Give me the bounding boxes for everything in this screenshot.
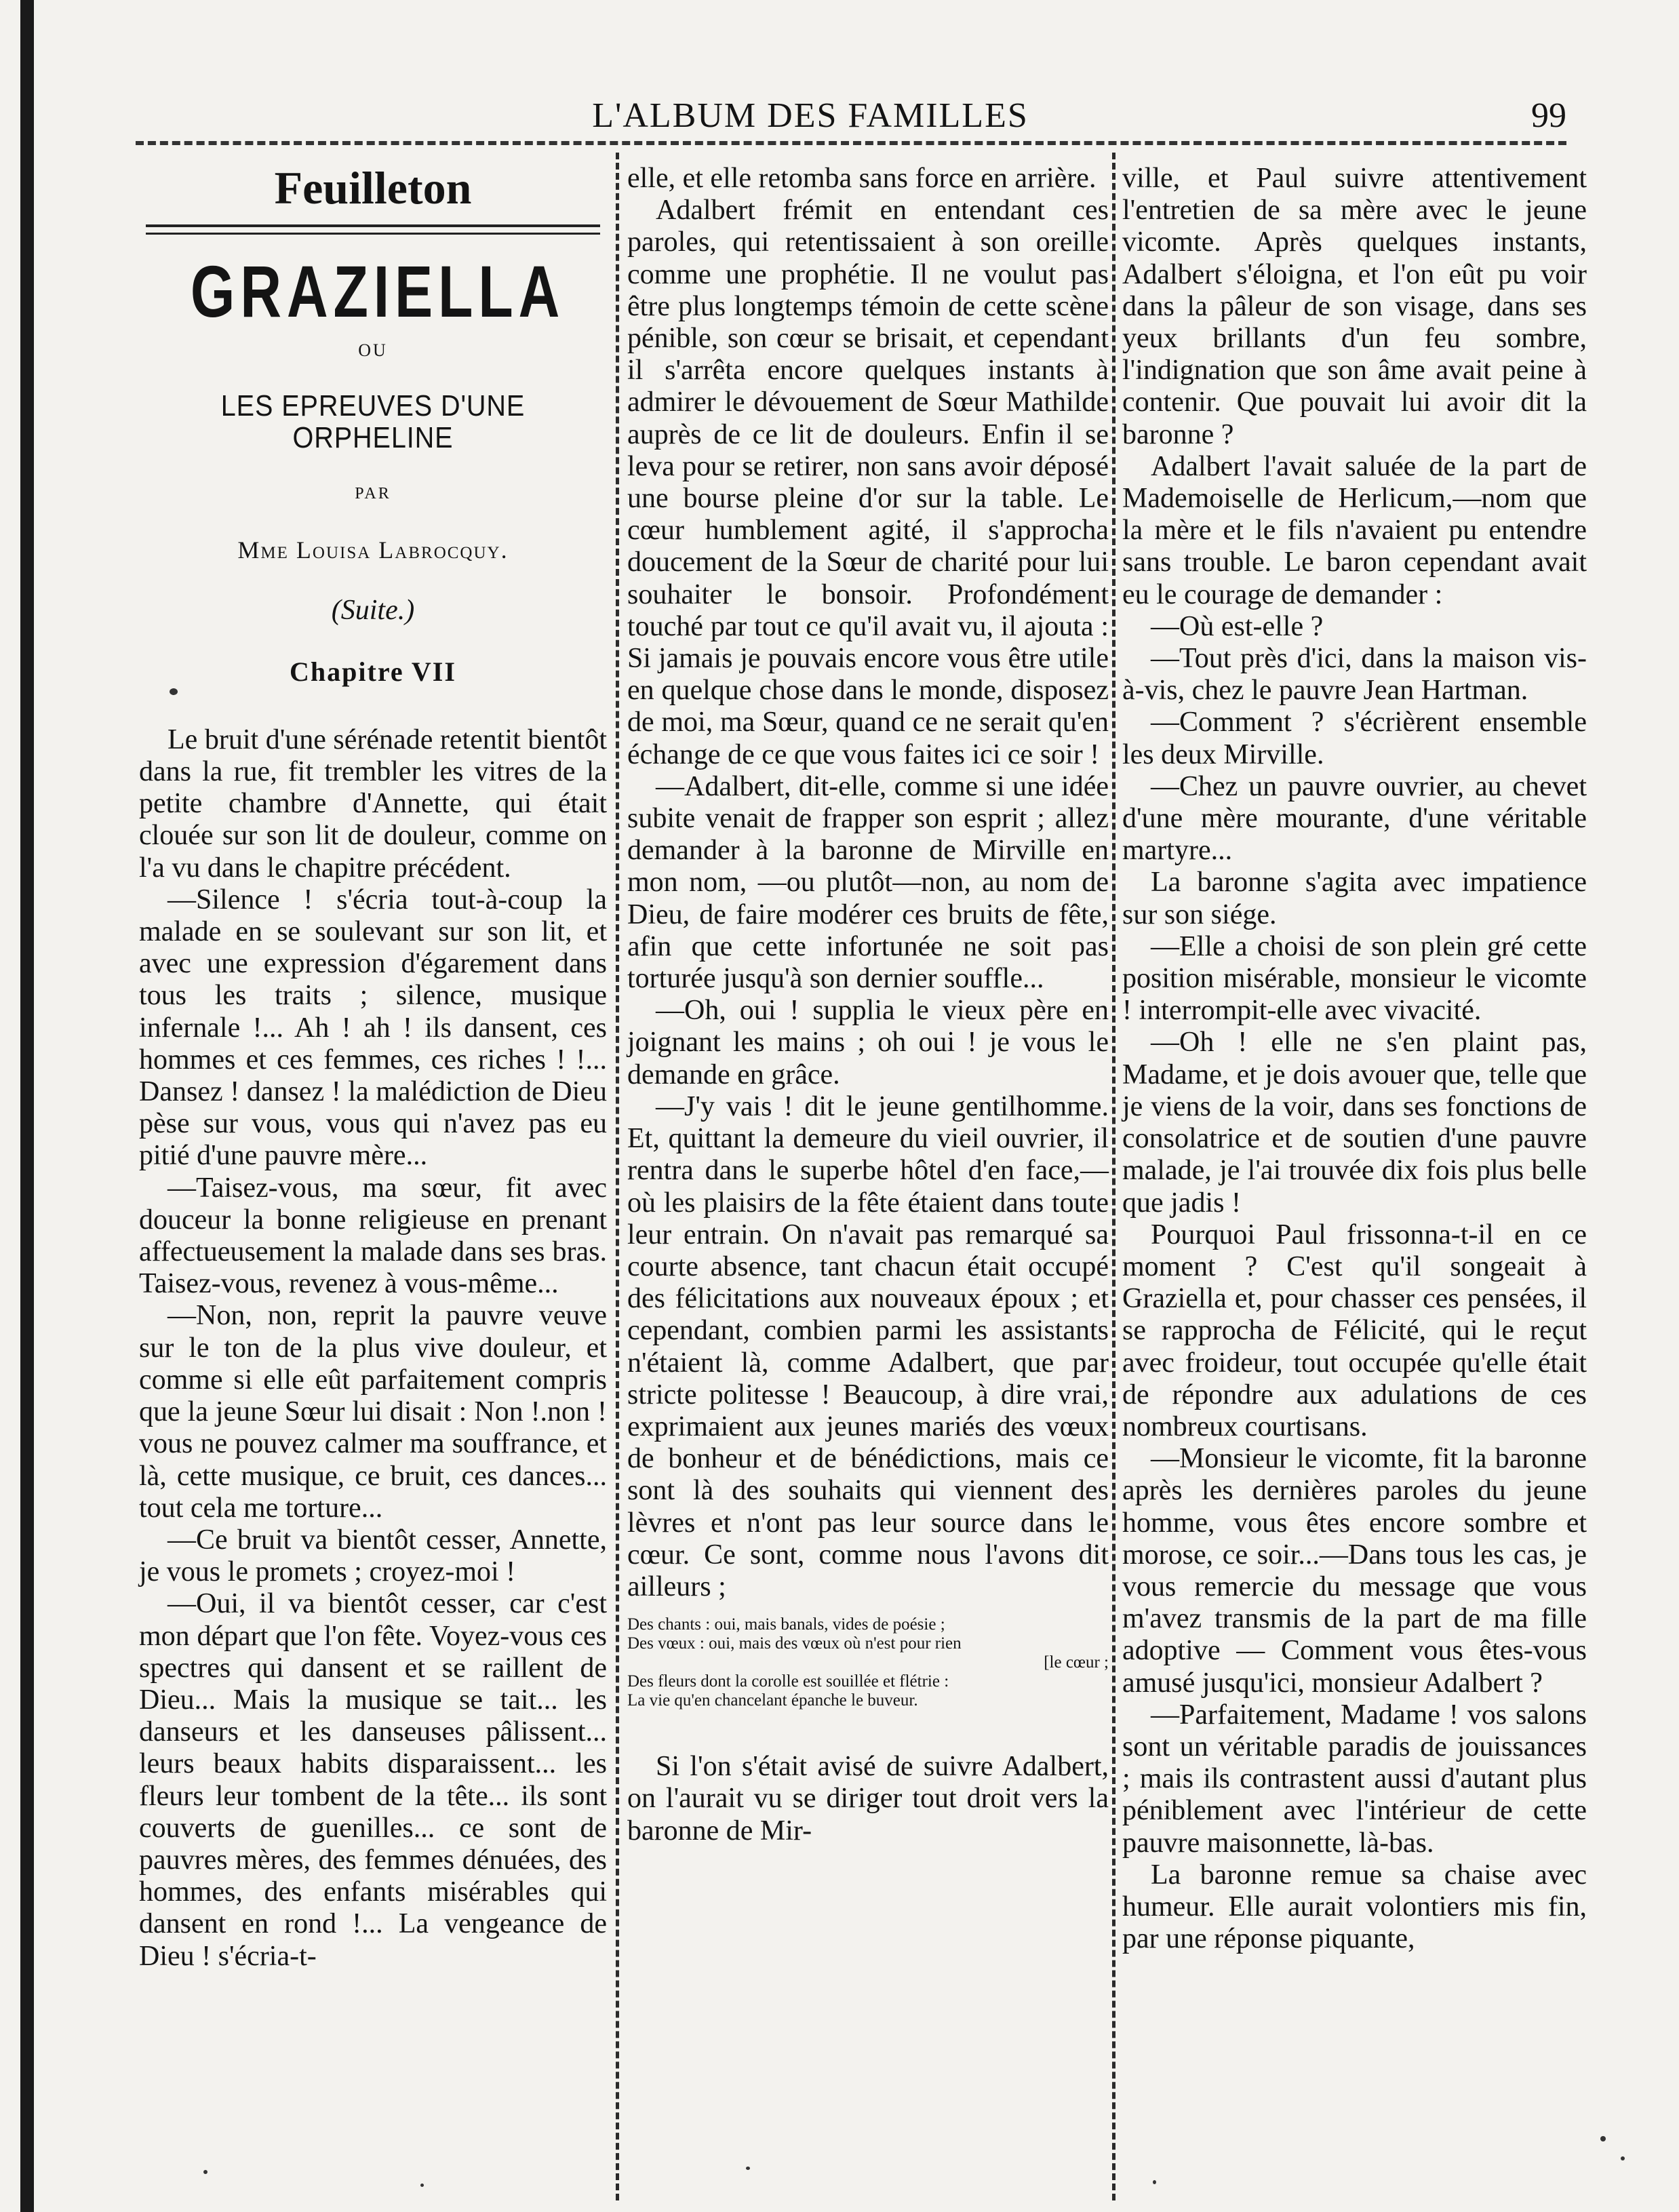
- paragraph: —Taisez-vous, ma sœur, fit avec douceur la bonne religieuse en prenant affectueusement la malade dans ses bras. Taisez-vous, revenez à vous-même...: [139, 1172, 607, 1300]
- column-divider-1: [616, 153, 619, 2200]
- scan-speck: [1153, 2180, 1156, 2184]
- paragraph: —Parfaitement, Madame ! vos salons sont un véritable paradis de jouissances ; mais ils contrastent aussi d'autant plus péniblement avec l'intérieur de cette pauvre maisonnette, là-bas.: [1122, 1699, 1587, 1859]
- paragraph: —Comment ? s'écrièrent ensemble les deux Mirville.: [1122, 707, 1587, 770]
- scan-speck: [1621, 2156, 1625, 2160]
- header-rule: [136, 141, 1566, 145]
- title-par: PAR: [355, 485, 391, 503]
- paragraph: —Oh, oui ! supplia le vieux père en joignant les mains ; oh oui ! je vous le demande en grâce.: [627, 995, 1109, 1090]
- paragraph: La baronne remue sa chaise avec humeur. Elle aurait volontiers mis fin, par une réponse piquante,: [1122, 1859, 1587, 1955]
- paragraph: La baronne s'agita avec impatience sur son siége.: [1122, 867, 1587, 930]
- paragraph: —Monsieur le vicomte, fit la baronne après les dernières paroles du jeune homme, vous êtes encore sombre et morose, ce soir...—Dans tous les cas, je vous remercie du message que vous m'avez transmis de la part de ma fille adoptive — Comment vous êtes-vous amusé jusqu'ici, monsieur Adalbert ?: [1122, 1443, 1587, 1699]
- page-header: [136, 81, 1566, 136]
- paragraph: ville, et Paul suivre attentivement l'entretien de sa mère avec le jeune vicomte. Après quelques instants, Adalbert s'éloigna, et l'on eût pu voir dans la pâleur de son visage, dans ses yeux brillants d'un feu sombre, l'indignation que son âme avait peine à contenir. Que pouvait lui avoir dit la baronne ?: [1122, 163, 1587, 450]
- scan-speck: [170, 688, 178, 695]
- story-author: Mme Louisa Labrocquy.: [237, 536, 509, 564]
- paragraph: —Elle a choisi de son plein gré cette position misérable, monsieur le vicomte ! interrompit-elle avec vivacité.: [1122, 930, 1587, 1027]
- journal-title: L'ALBUM DES FAMILLES: [592, 96, 1029, 135]
- scan-speck: [746, 2167, 750, 2170]
- scan-edge-bar: [20, 0, 34, 2212]
- paragraph: —Oui, il va bientôt cesser, car c'est mon départ que l'on fête. Voyez-vous ces spectres qui dansent et se raillent de Dieu... Mais la musique se tait... les danseurs et les danseuses pâlissent... leurs beaux habits disparaissent... les fleurs leur tombent de la tête... ils sont couverts de guenilles... ce sont de pauvres mères, des femmes dénuées, des hommes, des enfants misérables qui dansent en rond !... La vengeance de Dieu ! s'écria-t-: [139, 1588, 607, 1972]
- paragraph: —Où est-elle ?: [1151, 610, 1324, 642]
- story-title: GRAZIELLA: [190, 250, 566, 333]
- section-label: Feuilleton: [274, 162, 472, 214]
- column-2: [627, 163, 1109, 1847]
- paragraph: Si l'on s'était avisé de suivre Adalbert, on l'aurait vu se diriger tout droit vers la baronne de Mir-: [627, 1751, 1109, 1846]
- verse-line: Des chants : oui, mais banals, vides de poésie ;: [627, 1615, 945, 1634]
- paragraph: —Oh ! elle ne s'en plaint pas, Madame, et je dois avouer que, telle que je viens de la voir, dans ses fonctions de consolatrice et de soutien d'une pauvre malade, je l'ai trouvée dix fois plus belle que jadis !: [1122, 1027, 1587, 1219]
- paragraph: Adalbert frémit en entendant ces paroles, qui retentissaient à son oreille comme une prophétie. Il ne voulut pas être plus longtemps témoin de cette scène pénible, son cœur se brisait, et cependant il s'arrêta encore quelques instants à admirer le dévouement de Sœur Mathilde auprès de ce lit de douleurs. Enfin il se leva pour se retirer, non sans avoir déposé une bourse pleine d'or sur la table. Le cœur humblement agité, il s'approcha doucement de la Sœur de charité pour lui souhaiter le bonsoir. Profondément touché par tout ce qu'il avait vu, il ajouta : Si jamais je pouvais encore vous être utile en quelque chose dans le monde, disposez de moi, ma Sœur, quand ce ne serait qu'en échange de ce que vous faites ici ce soir !: [627, 195, 1109, 770]
- suite-label: (Suite.): [331, 595, 415, 627]
- scan-speck: [203, 2170, 208, 2174]
- column-divider-2: [1112, 153, 1115, 2200]
- paragraph: —Silence ! s'écria tout-à-coup la malade en se soulevant sur son lit, et avec une expression d'égarement dans tous les traits ; silence, musique infernale !... Ah ! ah ! ils dansent, ces hommes et ces femmes, ces riches ! !... Dansez ! dansez ! la malédiction de Dieu pèse sur vous, vous qui n'avez pas eu pitié d'une pauvre mère...: [139, 884, 607, 1172]
- paragraph: —Chez un pauvre ouvrier, au chevet d'une mère mourante, d'une véritable martyre...: [1122, 770, 1587, 867]
- paragraph: —J'y vais ! dit le jeune gentilhomme. Et, quittant la demeure du vieil ouvrier, il rentra dans le superbe hôtel d'en face,—où les plaisirs de la fête étaient dans toute leur entrain. On n'avait pas remarqué sa courte absence, tant chacun était occupé des félicitations aux nouveaux époux ; et cependant, combien parmi les assistants n'étaient là, comme Adalbert, que par stricte politesse ! Beaucoup, à dire vrai, exprimaient aux jeunes mariés des vœux de bonheur et de bénédictions, mais ce sont là des souhaits qui viennent des lèvres et n'ont pas leur source dans le cœur. Ce sont, comme nous l'avons dit ailleurs ;: [627, 1090, 1109, 1602]
- verse-line: La vie qu'en chancelant épanche le buveur.: [627, 1691, 918, 1710]
- column-1: [139, 163, 607, 1973]
- page-number: 99: [1531, 96, 1566, 135]
- paragraph: elle, et elle retomba sans force en arrière.: [627, 163, 1097, 194]
- paragraph: Adalbert l'avait saluée de la part de Mademoiselle de Herlicum,—nom que la mère et le fils n'avaient pu entendre sans trouble. Le baron cependant avait eu le courage de demander :: [1122, 450, 1587, 610]
- chapter-heading: Chapitre VII: [290, 656, 456, 687]
- paragraph: —Adalbert, dit-elle, comme si une idée subite venait de frapper son esprit ; allez demander à la baronne de Mirville en mon nom, —ou plutôt—non, au nom de Dieu, de faire modérer ces bruits de fête, afin que cette infortunée ne soit pas torturée jusqu'à son dernier souffle...: [627, 770, 1109, 995]
- title-rule: [146, 224, 600, 235]
- paragraph: —Tout près d'ici, dans la maison vis-à-vis, chez le pauvre Jean Hartman.: [1122, 643, 1587, 707]
- scan-speck: [420, 2184, 424, 2187]
- paragraph: Le bruit d'une sérénade retentit bientôt dans la rue, fit trembler les vitres de la petite chambre d'Annette, qui était clouée sur son lit de douleur, comme on l'a vu dans le chapitre précédent.: [139, 724, 607, 884]
- title-ou: OU: [358, 340, 388, 361]
- verse-line: [le cœur ;: [1044, 1653, 1109, 1672]
- paragraph: Pourquoi Paul frissonna-t-il en ce moment ? C'est qu'il songeait à Graziella et, pour chasser ces pensées, il se rapprocha de Félicité, qui le reçut avec froideur, tout occupée qu'elle était de répondre aux adulations de ces nombreux courtisans.: [1122, 1219, 1587, 1442]
- story-subtitle: LES EPREUVES D'UNE ORPHELINE: [220, 389, 526, 454]
- paragraph: —Non, non, reprit la pauvre veuve sur le ton de la plus vive douleur, et comme si elle eût parfaitement compris que la jeune Sœur lui disait : Non !.non ! vous ne pouvez calmer ma souffrance, et là, cette musique, ce bruit, ces dances... tout cela me torture...: [139, 1300, 607, 1524]
- scan-speck: [1600, 2136, 1606, 2141]
- column-3: [1122, 163, 1587, 1955]
- paragraph: —Ce bruit va bientôt cesser, Annette, je vous le promets ; croyez-moi !: [139, 1524, 607, 1588]
- verse-line: Des fleurs dont la corolle est souillée et flétrie :: [627, 1672, 949, 1691]
- feuilleton-title-block: [139, 162, 607, 688]
- verse-line: Des vœux : oui, mais des vœux où n'est pour rien: [627, 1634, 962, 1653]
- verse-quote: [627, 1615, 1109, 1710]
